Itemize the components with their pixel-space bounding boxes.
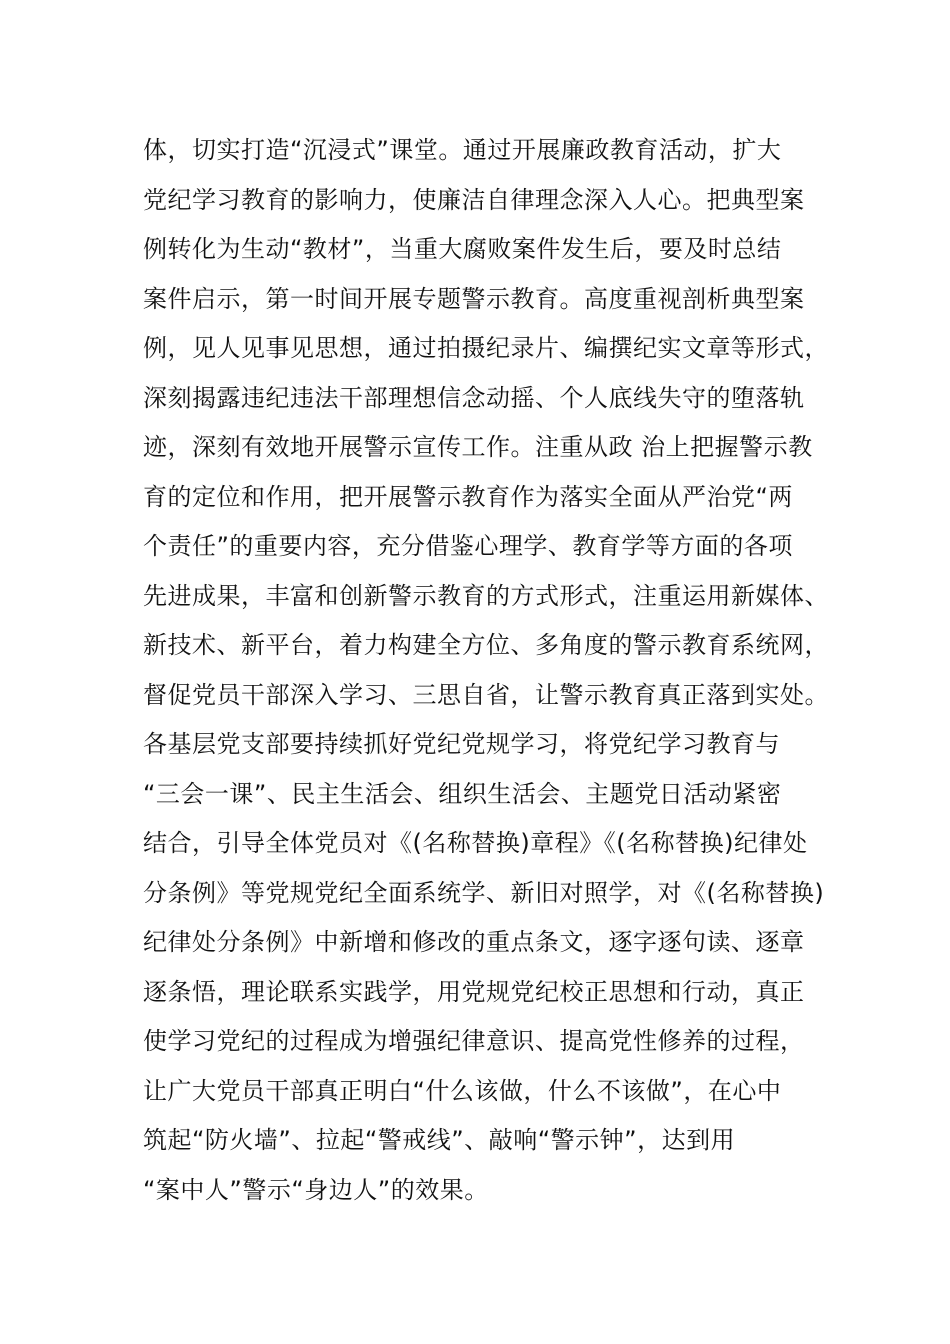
text-line: 筑起“防火墙”、拉起“警戒线”、敲响“警示钟”，达到用 [143, 1126, 736, 1154]
text-line: 分条例》等党规党纪全面系统学、新旧对照学，对《(名称替换) [143, 878, 825, 907]
text-line: 先进成果，丰富和创新警示教育的方式形式，注重运用新媒体、 [143, 581, 829, 610]
text-line: 案件启示，第一时间开展专题警示教育。高度重视剖析典型案 [143, 284, 805, 313]
text-line: 各基层党支部要持续抓好党纪党规学习，将党纪学习教育与 [143, 730, 780, 758]
text-line: 让广大党员干部真正明白“什么该做，什么不该做”，在心中 [143, 1076, 782, 1105]
text-line: 逐条悟，理论联系实践学，用党规党纪校正思想和行动，真正 [143, 977, 805, 1006]
text-line: 例，见人见事见思想，通过拍摄纪录片、编撰纪实文章等形式， [143, 334, 829, 362]
text-line: “案中人”警示“身边人”的效果。 [143, 1175, 489, 1204]
body-text [143, 126, 843, 1215]
text-line: 体，切实打造“沉浸式”课堂。通过开展廉政教育活动，扩大 [143, 136, 782, 164]
text-line: 党纪学习教育的影响力，使廉洁自律理念深入人心。把典型案 [143, 185, 805, 214]
text-line: 迹，深刻有效地开展警示宣传工作。注重从政 治上把握警示教 [143, 433, 813, 461]
text-line: 结合，引导全体党员对《(名称替换)章程》《(名称替换)纪律处 [143, 829, 808, 857]
text-line: 育的定位和作用，把开展警示教育作为落实全面从严治党“两 [143, 482, 793, 511]
text-line: 深刻揭露违纪违法干部理想信念动摇、个人底线失守的堕落轨 [143, 383, 805, 412]
text-line: 督促党员干部深入学习、三思自省，让警示教育真正落到实处。 [143, 680, 829, 709]
text-line: 纪律处分条例》中新增和修改的重点条文，逐字逐句读、逐章 [143, 928, 805, 956]
text-line: 例转化为生动“教材”，当重大腐败案件发生后，要及时总结 [143, 235, 782, 263]
text-line: “三会一课”、民主生活会、组织生活会、主题党日活动紧密 [143, 779, 782, 808]
text-line: 个责任”的重要内容，充分借鉴心理学、教育学等方面的各项 [143, 532, 793, 560]
text-line: 新技术、新平台，着力构建全方位、多角度的警示教育系统网， [143, 631, 829, 659]
text-line: 使学习党纪的过程成为增强纪律意识、提高党性修养的过程， [143, 1027, 805, 1055]
